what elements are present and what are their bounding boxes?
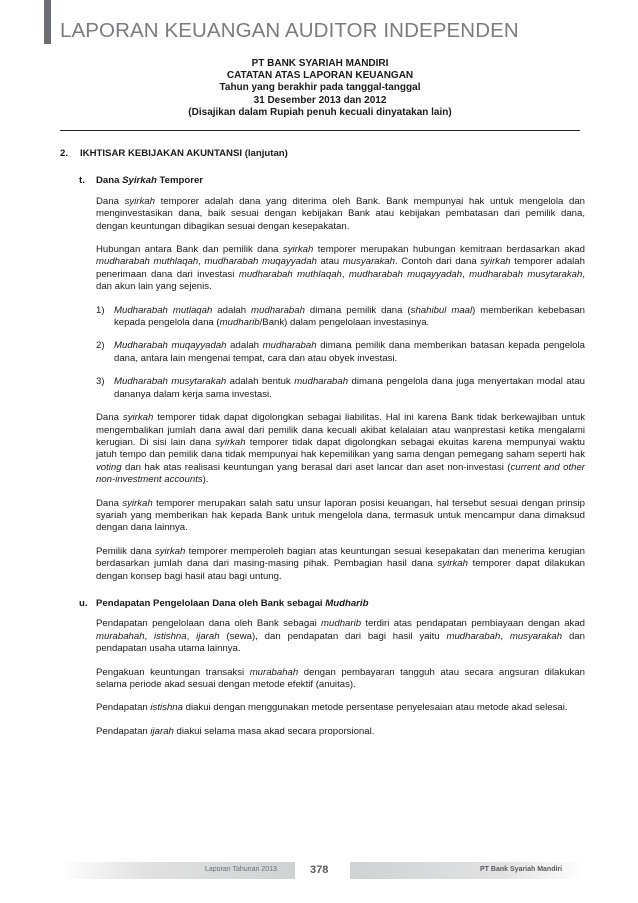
- page-number: 378: [310, 864, 329, 876]
- header-period-line2: 31 Desember 2013 dan 2012: [253, 94, 387, 106]
- subsection-t-letter: t.: [79, 175, 85, 187]
- document-body: [60, 148, 585, 738]
- subsection-u-letter: u.: [79, 597, 88, 609]
- paragraph: Dana syirkah temporer adalah dana yang diterima oleh Bank. Bank mempunyai hak untuk mengelola dan menginvestasikan dana, baik sesuai dengan kebijakan Bank atau kebijakan pembatasan dari pemilik dana, dengan keuntungan dibagikan sesuai dengan kesepakatan.: [96, 195, 585, 232]
- subsection-u-heading: [79, 598, 585, 610]
- paragraph: Pendapatan pengelolaan dana oleh Bank sebagai mudharib terdiri atas pendapatan pembiayaan dengan akad murabahah, istishna, ijarah (sewa), dan pendapatan dari bagi hasil yaitu mudharabah, musyarakah dan pendapatan usaha utama lainnya.: [96, 618, 585, 655]
- subsection-t-title-end: Temporer: [156, 175, 204, 187]
- header-divider: [60, 130, 580, 131]
- header-currency-note: (Disajikan dalam Rupiah penuh kecuali dinyatakan lain): [188, 106, 452, 118]
- paragraph: Pengakuan keuntungan transaksi murabahah dengan pembayaran tangguh atau secara angsuran dilakukan selama periode akad sesuai dengan metode efektif (anuitas).: [96, 666, 585, 690]
- list-item: 2) Mudharabah muqayyadah adalah mudharabah dimana pemilik dana memberikan batasan kepada pengelola dana, antara lain mengenai tempat, cara dan atau obyek investasi.: [96, 340, 585, 364]
- list-item: 1) Mudharabah mutlaqah adalah mudharabah dimana pemilik dana (shahibul maal) memberikan kebebasan kepada pengelola dana (mudharib/Bank) dalam pengelolaan investasinya.: [96, 304, 585, 329]
- subsection-u-title-ital: Mudharib: [325, 597, 369, 609]
- footer-company-name: PT Bank Syariah Mandiri: [480, 866, 563, 873]
- section-heading: [60, 148, 585, 160]
- subsection-t-title: Dana: [96, 175, 123, 187]
- subsection-t-title-ital: Syirkah: [122, 175, 157, 187]
- paragraph: Pemilik dana syirkah temporer memperoleh bagian atas keuntungan sesuai kesepakatan dan menerima kerugian berdasarkan jumlah dana dari masing-masing pihak. Pembagian hasil dana syirkah temporer dapat dilakukan dengan konsep bagi hasil atau bagi untung.: [96, 545, 585, 582]
- paragraph: Pendapatan ijarah diakui selama masa akad secara proporsional.: [96, 725, 375, 737]
- subsection-u-title: Pendapatan Pengelolaan Dana oleh Bank sebagai: [96, 597, 326, 609]
- side-accent-bar: [44, 0, 51, 44]
- footer-report-name: Laporan Tahunan 2013: [205, 866, 277, 873]
- document-header: [60, 58, 580, 119]
- paragraph: Dana syirkah temporer tidak dapat digolongkan sebagai liabilitas. Hal ini karena Bank tidak berkewajiban untuk mengembalikan jumlah dana awal dari pemilik dana kecuali akibat kelalaian atau wanprestasi ketika mengalami kerugian. Di sisi lain dana syirkah temporer tidak dapat digolongkan sebagai ekuitas karena mempunyai waktu jatuh tempo dan pemilik dana tidak mempunyai hak kepemilikan yang sama dengan pemegang saham seperti hak voting dan hak atas realisasi keuntungan yang berasal dari aset lancar dan aset non-investasi (current and other non-investment accounts).: [96, 412, 585, 486]
- header-company: PT BANK SYARIAH MANDIRI: [251, 58, 389, 69]
- paragraph: Pendapatan istishna diakui dengan menggunakan metode persentase penyelesaian atau metode akad selesai.: [96, 702, 568, 714]
- section-number: 2.: [60, 148, 69, 159]
- page-banner-title: LAPORAN KEUANGAN AUDITOR INDEPENDEN: [60, 19, 519, 42]
- paragraph: Hubungan antara Bank dan pemilik dana syirkah temporer merupakan hubungan kemitraan berdasarkan akad mudharabah muthlaqah, mudharabah muqayyadah atau musyarakah. Contoh dari dana syirkah temporer adalah penerimaan dana dari investasi mudharabah muthlaqah, mudharabah muqayyadah, mudharabah musytarakah, dan akun lain yang sejenis.: [96, 244, 586, 293]
- list-item: 3) Mudharabah musytarakah adalah bentuk mudharabah dimana pengelola dana juga menyertakan modal atau dananya dalam kerja sama investasi.: [96, 376, 585, 400]
- subsection-t-heading: [79, 175, 585, 187]
- paragraph: Dana syirkah temporer merupakan salah satu unsur laporan posisi keuangan, hal tersebut sesuai dengan prinsip syariah yang memberikan hak kepada Bank untuk mengelola dana, termasuk untuk mencampur dana dimaksud dengan dana lainnya.: [96, 497, 585, 534]
- header-doc-title: CATATAN ATAS LAPORAN KEUANGAN: [226, 70, 414, 82]
- section-title: IKHTISAR KEBIJAKAN AKUNTANSI (lanjutan): [80, 148, 288, 159]
- header-period-line1: Tahun yang berakhir pada tanggal-tanggal: [219, 82, 421, 94]
